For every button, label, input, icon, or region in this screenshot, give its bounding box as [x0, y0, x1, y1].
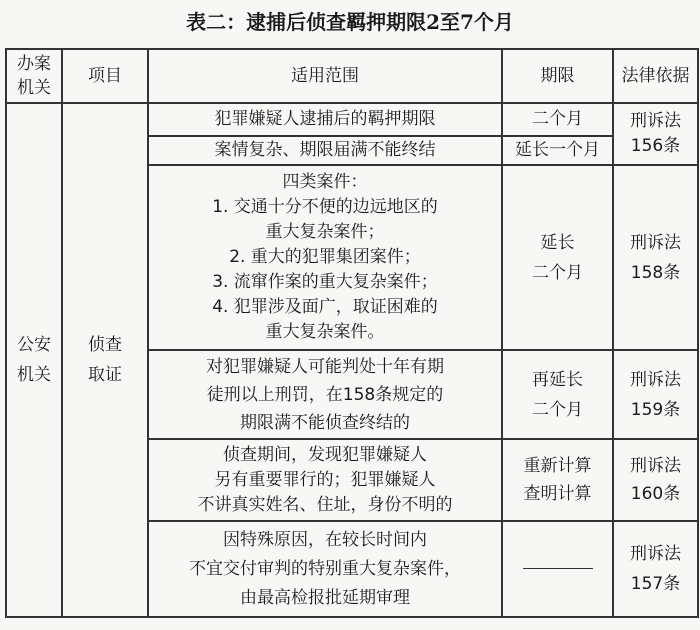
scope-cell: 对犯罪嫌疑人可能判处十年有期 徒刑以上刑罚，在158条规定的 期限满不能侦查终结的 [148, 350, 502, 439]
header-row [6, 49, 698, 103]
table-title: 表二：逮捕后侦查羁押期限2至7个月 [186, 10, 514, 34]
law-cell: 刑诉法 157条 [613, 521, 698, 617]
law-cell: 刑诉法 159条 [613, 350, 698, 439]
period-cell: 延长 二个月 [502, 165, 613, 350]
scope-cell: 四类案件： 1. 交通十分不便的边远地区的 重大复杂案件； 2. 重大的犯罪集团案件； 3. 流窜作案的重大复杂案件； 4. 犯罪涉及面广，取证困难的 重大复杂案件。 [148, 165, 502, 350]
law-cell: 刑诉法 158条 [613, 165, 698, 350]
period-cell: 二个月 [502, 103, 613, 136]
law-cell: 刑诉法 156条 [613, 103, 698, 165]
period-cell: 再延长 二个月 [502, 350, 613, 439]
header-scope: 适用范围 [148, 49, 502, 103]
period-cell: 延长一个月 [502, 136, 613, 165]
period-cell: 重新计算 查明计算 [502, 439, 613, 521]
header-item: 项目 [62, 49, 148, 103]
header-period: 期限 [502, 49, 613, 103]
scope-cell: 犯罪嫌疑人逮捕后的羁押期限 [148, 103, 502, 136]
scope-cell: 案情复杂、期限届满不能终结 [148, 136, 502, 165]
scope-cell: 因特殊原因，在较长时间内 不宜交付审判的特别重大复杂案件， 由最高检报批延期审理 [148, 521, 502, 617]
detention-period-table [5, 48, 699, 618]
law-cell: 刑诉法 160条 [613, 439, 698, 521]
period-cell [502, 521, 613, 617]
header-law: 法律依据 [613, 49, 698, 103]
table-row [6, 103, 698, 136]
dash-line [523, 568, 593, 569]
agency-cell: 公安机关 [6, 103, 62, 617]
scope-cell: 侦查期间，发现犯罪嫌疑人 另有重要罪行的；犯罪嫌疑人 不讲真实姓名、住址，身份不明的 [148, 439, 502, 521]
header-agency: 办案机关 [6, 49, 62, 103]
item-cell: 侦查取证 [62, 103, 148, 617]
